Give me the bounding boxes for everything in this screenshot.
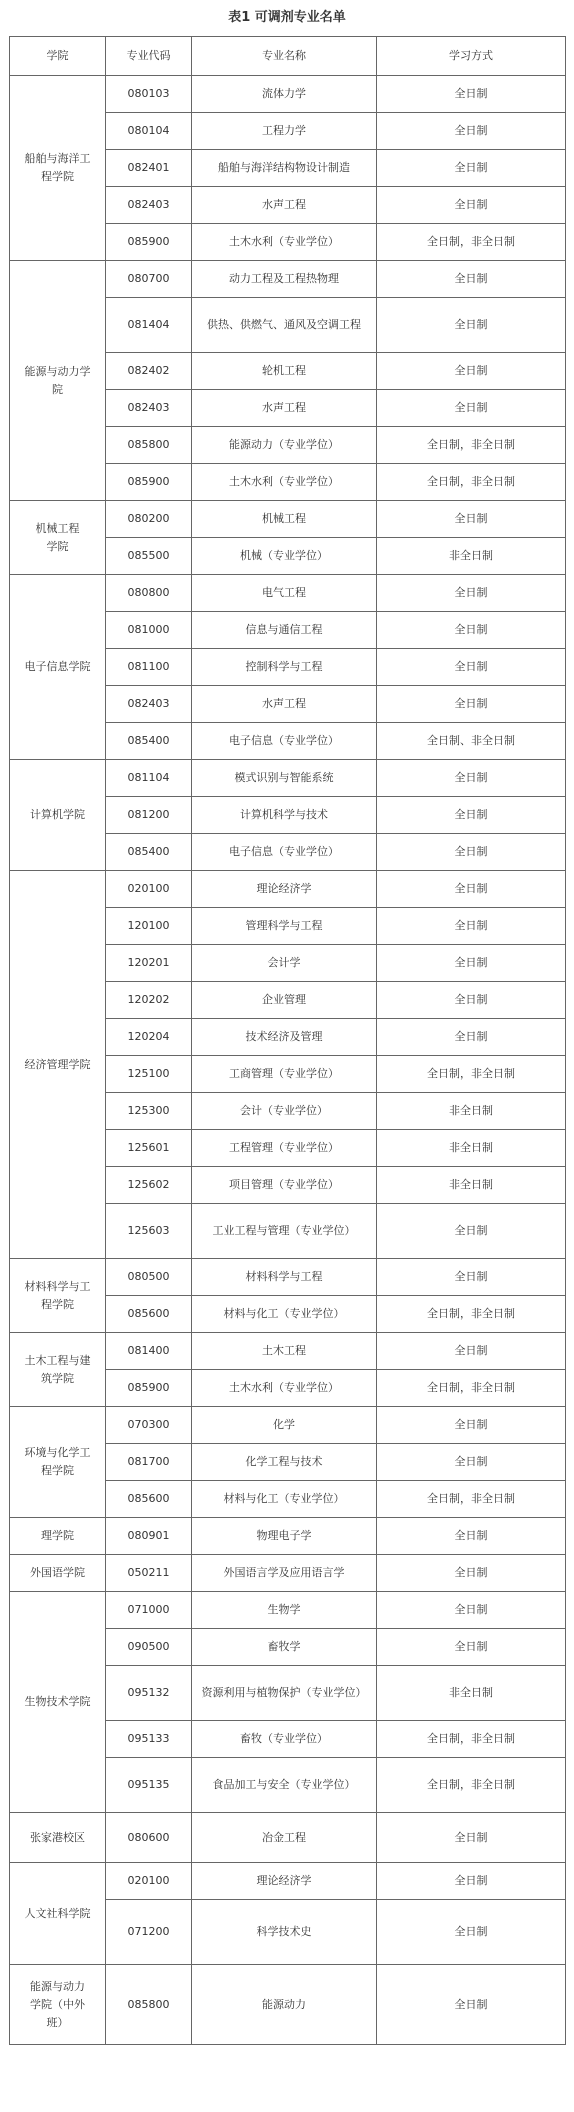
code-cell: 050211 — [106, 1555, 192, 1592]
mode-cell: 全日制 — [377, 298, 566, 353]
school-cell: 计算机学院 — [10, 760, 106, 871]
name-cell: 化学 — [192, 1407, 377, 1444]
name-cell: 水声工程 — [192, 686, 377, 723]
mode-cell: 全日制 — [377, 187, 566, 224]
mode-cell: 全日制 — [377, 1900, 566, 1965]
mode-cell: 全日制 — [377, 501, 566, 538]
mode-cell: 全日制 — [377, 1965, 566, 2045]
mode-cell: 全日制 — [377, 760, 566, 797]
mode-cell: 全日制 — [377, 1204, 566, 1259]
header-row — [10, 37, 566, 76]
mode-cell: 全日制，非全日制 — [377, 1481, 566, 1518]
name-cell: 动力工程及工程热物理 — [192, 261, 377, 298]
mode-cell: 全日制 — [377, 945, 566, 982]
mode-cell: 全日制 — [377, 1444, 566, 1481]
code-cell: 125602 — [106, 1167, 192, 1204]
code-cell: 095133 — [106, 1721, 192, 1758]
name-cell: 工商管理（专业学位） — [192, 1056, 377, 1093]
school-cell: 能源与动力学院（中外班） — [10, 1965, 106, 2045]
mode-cell: 全日制 — [377, 612, 566, 649]
code-cell: 085600 — [106, 1481, 192, 1518]
name-cell: 材料科学与工程 — [192, 1259, 377, 1296]
mode-cell: 全日制 — [377, 575, 566, 612]
mode-cell: 全日制 — [377, 834, 566, 871]
code-cell: 081400 — [106, 1333, 192, 1370]
header-code: 专业代码 — [106, 37, 192, 76]
header-school: 学院 — [10, 37, 106, 76]
table-row — [10, 1333, 566, 1370]
school-cell: 理学院 — [10, 1518, 106, 1555]
code-cell: 080200 — [106, 501, 192, 538]
mode-cell: 全日制，非全日制 — [377, 1296, 566, 1333]
name-cell: 流体力学 — [192, 76, 377, 113]
mode-cell: 全日制 — [377, 261, 566, 298]
mode-cell: 全日制 — [377, 1407, 566, 1444]
name-cell: 工程力学 — [192, 113, 377, 150]
mode-cell: 非全日制 — [377, 1666, 566, 1721]
school-cell: 土木工程与建筑学院 — [10, 1333, 106, 1407]
name-cell: 畜牧（专业学位） — [192, 1721, 377, 1758]
code-cell: 125300 — [106, 1093, 192, 1130]
name-cell: 管理科学与工程 — [192, 908, 377, 945]
mode-cell: 非全日制 — [377, 1093, 566, 1130]
code-cell: 095135 — [106, 1758, 192, 1813]
major-table — [9, 36, 566, 2045]
mode-cell: 全日制 — [377, 1333, 566, 1370]
table-row — [10, 871, 566, 908]
name-cell: 工业工程与管理（专业学位） — [192, 1204, 377, 1259]
mode-cell: 全日制 — [377, 113, 566, 150]
name-cell: 冶金工程 — [192, 1813, 377, 1863]
code-cell: 070300 — [106, 1407, 192, 1444]
code-cell: 080901 — [106, 1518, 192, 1555]
name-cell: 企业管理 — [192, 982, 377, 1019]
table-row — [10, 1863, 566, 1900]
header-name: 专业名称 — [192, 37, 377, 76]
code-cell: 080800 — [106, 575, 192, 612]
name-cell: 模式识别与智能系统 — [192, 760, 377, 797]
mode-cell: 非全日制 — [377, 1167, 566, 1204]
name-cell: 畜牧学 — [192, 1629, 377, 1666]
mode-cell: 全日制 — [377, 150, 566, 187]
name-cell: 理论经济学 — [192, 1863, 377, 1900]
table-row — [10, 76, 566, 113]
code-cell: 082403 — [106, 187, 192, 224]
table-row — [10, 1259, 566, 1296]
school-cell: 船舶与海洋工程学院 — [10, 76, 106, 261]
code-cell: 082403 — [106, 390, 192, 427]
mode-cell: 全日制 — [377, 1259, 566, 1296]
code-cell: 125603 — [106, 1204, 192, 1259]
name-cell: 会计（专业学位） — [192, 1093, 377, 1130]
code-cell: 120100 — [106, 908, 192, 945]
name-cell: 外国语言学及应用语言学 — [192, 1555, 377, 1592]
code-cell: 085500 — [106, 538, 192, 575]
code-cell: 085600 — [106, 1296, 192, 1333]
mode-cell: 全日制，非全日制 — [377, 1721, 566, 1758]
name-cell: 项目管理（专业学位） — [192, 1167, 377, 1204]
school-cell: 机械工程学院 — [10, 501, 106, 575]
name-cell: 理论经济学 — [192, 871, 377, 908]
code-cell: 020100 — [106, 1863, 192, 1900]
code-cell: 081700 — [106, 1444, 192, 1481]
mode-cell: 全日制，非全日制 — [377, 224, 566, 261]
mode-cell: 全日制 — [377, 797, 566, 834]
mode-cell: 全日制 — [377, 353, 566, 390]
code-cell: 125601 — [106, 1130, 192, 1167]
name-cell: 物理电子学 — [192, 1518, 377, 1555]
school-cell: 环境与化学工程学院 — [10, 1407, 106, 1518]
mode-cell: 全日制 — [377, 871, 566, 908]
code-cell: 085400 — [106, 834, 192, 871]
name-cell: 材料与化工（专业学位） — [192, 1481, 377, 1518]
name-cell: 电气工程 — [192, 575, 377, 612]
code-cell: 095132 — [106, 1666, 192, 1721]
code-cell: 120202 — [106, 982, 192, 1019]
name-cell: 船舶与海洋结构物设计制造 — [192, 150, 377, 187]
mode-cell: 全日制 — [377, 649, 566, 686]
mode-cell: 全日制 — [377, 1629, 566, 1666]
name-cell: 电子信息（专业学位） — [192, 834, 377, 871]
mode-cell: 全日制 — [377, 1592, 566, 1629]
code-cell: 080500 — [106, 1259, 192, 1296]
table-row — [10, 261, 566, 298]
name-cell: 能源动力 — [192, 1965, 377, 2045]
mode-cell: 全日制 — [377, 982, 566, 1019]
table-row — [10, 501, 566, 538]
table-row — [10, 1407, 566, 1444]
name-cell: 土木水利（专业学位） — [192, 224, 377, 261]
code-cell: 120201 — [106, 945, 192, 982]
code-cell: 081404 — [106, 298, 192, 353]
mode-cell: 全日制，非全日制 — [377, 427, 566, 464]
code-cell: 082402 — [106, 353, 192, 390]
school-cell: 材料科学与工程学院 — [10, 1259, 106, 1333]
name-cell: 土木水利（专业学位） — [192, 1370, 377, 1407]
mode-cell: 全日制 — [377, 1555, 566, 1592]
code-cell: 085400 — [106, 723, 192, 760]
name-cell: 水声工程 — [192, 390, 377, 427]
code-cell: 081200 — [106, 797, 192, 834]
code-cell: 082403 — [106, 686, 192, 723]
school-cell: 电子信息学院 — [10, 575, 106, 760]
code-cell: 120204 — [106, 1019, 192, 1056]
school-cell: 张家港校区 — [10, 1813, 106, 1863]
code-cell: 085800 — [106, 427, 192, 464]
code-cell: 125100 — [106, 1056, 192, 1093]
table-row — [10, 760, 566, 797]
code-cell: 071000 — [106, 1592, 192, 1629]
name-cell: 技术经济及管理 — [192, 1019, 377, 1056]
mode-cell: 全日制 — [377, 686, 566, 723]
table-row — [10, 1555, 566, 1592]
name-cell: 会计学 — [192, 945, 377, 982]
code-cell: 071200 — [106, 1900, 192, 1965]
code-cell: 080103 — [106, 76, 192, 113]
name-cell: 生物学 — [192, 1592, 377, 1629]
mode-cell: 全日制，非全日制 — [377, 1370, 566, 1407]
school-cell: 外国语学院 — [10, 1555, 106, 1592]
mode-cell: 全日制、非全日制 — [377, 723, 566, 760]
mode-cell: 全日制 — [377, 908, 566, 945]
name-cell: 食品加工与安全（专业学位） — [192, 1758, 377, 1813]
name-cell: 电子信息（专业学位） — [192, 723, 377, 760]
mode-cell: 非全日制 — [377, 1130, 566, 1167]
name-cell: 土木工程 — [192, 1333, 377, 1370]
table-row — [10, 575, 566, 612]
table-title: 表1 可调剂专业名单 — [228, 10, 346, 25]
mode-cell: 非全日制 — [377, 538, 566, 575]
mode-cell: 全日制 — [377, 390, 566, 427]
table-row — [10, 1518, 566, 1555]
name-cell: 土木水利（专业学位） — [192, 464, 377, 501]
school-cell: 生物技术学院 — [10, 1592, 106, 1813]
name-cell: 轮机工程 — [192, 353, 377, 390]
code-cell: 020100 — [106, 871, 192, 908]
name-cell: 化学工程与技术 — [192, 1444, 377, 1481]
code-cell: 085900 — [106, 464, 192, 501]
name-cell: 工程管理（专业学位） — [192, 1130, 377, 1167]
school-cell: 能源与动力学院 — [10, 261, 106, 501]
name-cell: 计算机科学与技术 — [192, 797, 377, 834]
name-cell: 控制科学与工程 — [192, 649, 377, 686]
mode-cell: 全日制，非全日制 — [377, 1056, 566, 1093]
mode-cell: 全日制 — [377, 76, 566, 113]
code-cell: 090500 — [106, 1629, 192, 1666]
name-cell: 材料与化工（专业学位） — [192, 1296, 377, 1333]
code-cell: 080700 — [106, 261, 192, 298]
table-body — [10, 76, 566, 2045]
table-row — [10, 1592, 566, 1629]
mode-cell: 全日制 — [377, 1019, 566, 1056]
code-cell: 080104 — [106, 113, 192, 150]
school-cell: 经济管理学院 — [10, 871, 106, 1259]
code-cell: 085800 — [106, 1965, 192, 2045]
code-cell: 081100 — [106, 649, 192, 686]
code-cell: 080600 — [106, 1813, 192, 1863]
name-cell: 供热、供燃气、通风及空调工程 — [192, 298, 377, 353]
mode-cell: 全日制 — [377, 1863, 566, 1900]
mode-cell: 全日制，非全日制 — [377, 1758, 566, 1813]
name-cell: 机械工程 — [192, 501, 377, 538]
mode-cell: 全日制 — [377, 1813, 566, 1863]
code-cell: 085900 — [106, 1370, 192, 1407]
code-cell: 081104 — [106, 760, 192, 797]
code-cell: 081000 — [106, 612, 192, 649]
code-cell: 082401 — [106, 150, 192, 187]
name-cell: 能源动力（专业学位） — [192, 427, 377, 464]
name-cell: 科学技术史 — [192, 1900, 377, 1965]
table-row — [10, 1965, 566, 2045]
code-cell: 085900 — [106, 224, 192, 261]
school-cell: 人文社科学院 — [10, 1863, 106, 1965]
mode-cell: 全日制 — [377, 1518, 566, 1555]
name-cell: 资源利用与植物保护（专业学位） — [192, 1666, 377, 1721]
name-cell: 水声工程 — [192, 187, 377, 224]
name-cell: 信息与通信工程 — [192, 612, 377, 649]
name-cell: 机械（专业学位） — [192, 538, 377, 575]
table-row — [10, 1813, 566, 1863]
mode-cell: 全日制，非全日制 — [377, 464, 566, 501]
header-mode: 学习方式 — [377, 37, 566, 76]
